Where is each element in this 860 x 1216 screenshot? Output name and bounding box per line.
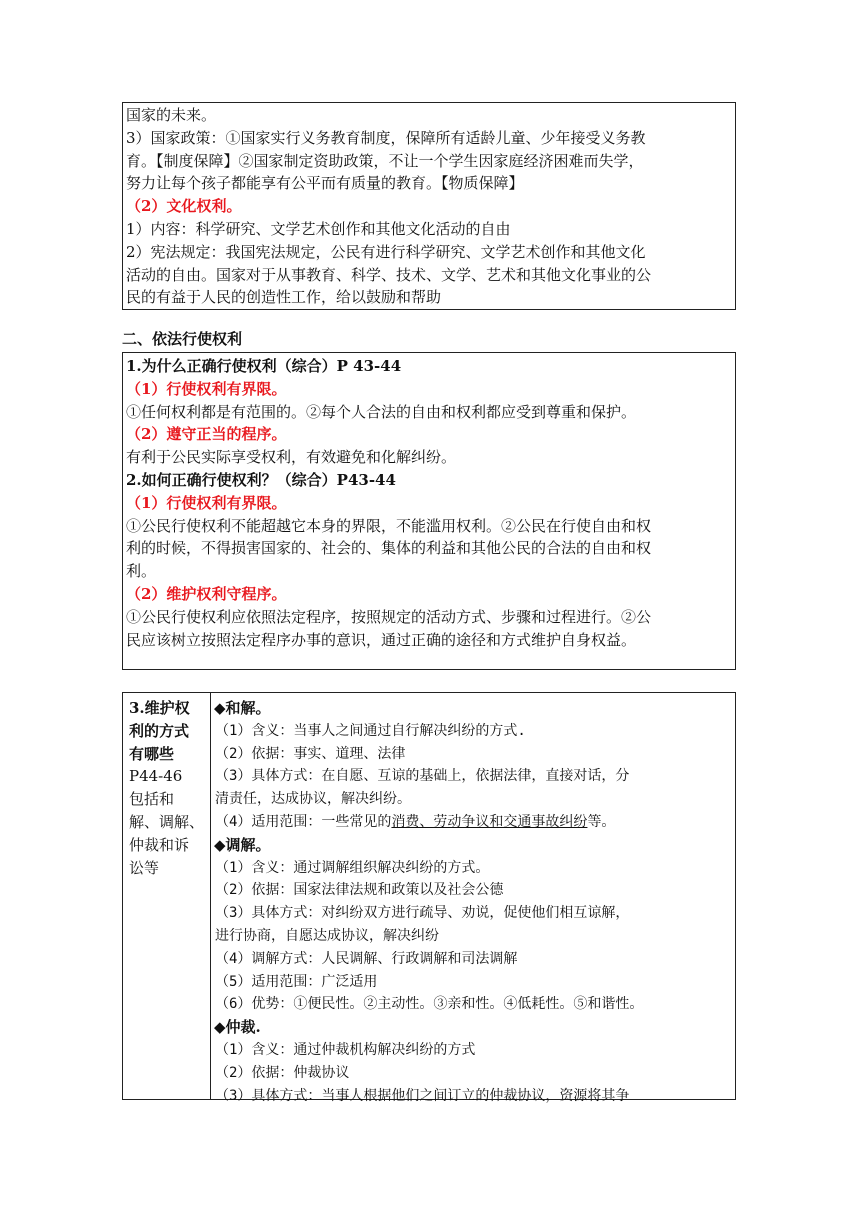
table-dispute-resolution [122, 692, 736, 1104]
text-line: 利的时候，不得损害国家的、社会的、集体的利益和其他公民的合法的自由和权 [126, 539, 652, 558]
text-line [211, 811, 735, 834]
text-line: ①公民行使权利不能超越它本身的界限，不能滥用权利。②公民在行使自由和权 [126, 516, 652, 535]
left-cell-line: P44-46 [129, 767, 183, 786]
subheading: （1）行使权利有界限。 [126, 379, 287, 398]
left-cell-line: 解、调解、 [129, 812, 205, 831]
section-heading: 二、依法行使权利 [122, 330, 243, 348]
method-heading-arbitration: ◆仲裁. [214, 1018, 261, 1037]
table-right-cell [211, 693, 735, 1104]
text-line: 育。【制度保障】②国家制定资助政策，不让一个学生因家庭经济困难而失学， [126, 151, 644, 170]
text-line: （1）含义：通过仲裁机构解决纠纷的方式 [215, 1041, 476, 1058]
left-cell-line: 包括和 [129, 790, 175, 809]
text-line: 努力让每个孩子都能享有公平而有质量的教育。【物质保障】 [126, 174, 524, 193]
text-line: 清责任，达成协议，解决纠纷。 [215, 791, 411, 808]
text-line: （3）具体方式：对纠纷双方进行疏导、劝说，促使他们相互谅解， [215, 905, 630, 922]
text-line: 1）内容：科学研究、文学艺术创作和其他文化活动的自由 [126, 219, 511, 238]
left-cell-line: 讼等 [129, 858, 160, 877]
text-line: （2）依据：事实、道理、法律 [215, 745, 406, 762]
method-heading-mediation: ◆调解。 [214, 835, 271, 854]
text-line: （3）具体方式：当事人根据他们之间订立的仲裁协议，资源将其争 [215, 1087, 630, 1104]
text-line: 利。 [126, 562, 157, 581]
subheading-cultural-rights: （2）文化权利。 [126, 197, 242, 216]
text-line: 进行协商，自愿达成协议，解决纠纷 [215, 927, 439, 944]
text-line: ①任何权利都是有范围的。②每个人合法的自由和权利都应受到尊重和保护。 [126, 402, 637, 421]
text-line: 民的有益于人民的创造性工作，给以鼓励和帮助 [126, 288, 442, 307]
text-line: （3）具体方式：在自愿、互谅的基础上，依据法律，直接对话，分 [215, 768, 630, 785]
text-line: （4）调解方式：人民调解、行政调解和司法调解 [215, 950, 518, 967]
table-left-cell [123, 693, 211, 1099]
text-line: （6）优势：①便民性。②主动性。③亲和性。④低耗性。⑤和谐性。 [215, 996, 644, 1013]
text-line: 国家的未来。 [126, 106, 217, 124]
underlined-text: 消费、劳动争议和交通事故纠纷 [391, 813, 588, 830]
text-line: （1）含义：当事人之间通过自行解决纠纷的方式. [215, 722, 526, 739]
text-line: 活动的自由。国家对于从事教育、科学、技术、文学、艺术和其他文化事业的公 [126, 265, 652, 284]
left-cell-line: 利的方式 [129, 721, 190, 740]
method-heading-reconciliation: ◆和解。 [214, 699, 271, 717]
text-line: 有利于公民实际享受权利，有效避免和化解纠纷。 [126, 448, 457, 467]
subheading: （2）维护权利守程序。 [126, 584, 287, 603]
text-span: 等。 [587, 813, 616, 830]
text-line: 民应该树立按照法定程序办事的意识，通过正确的途径和方式维护自身权益。 [126, 630, 637, 649]
text-line: （2）依据：国家法律法规和政策以及社会公德 [215, 882, 504, 899]
text-line: （2）依据：仲裁协议 [215, 1064, 350, 1081]
question-heading-1: 1.为什么正确行使权利（综合）P 43-44 [126, 357, 402, 375]
left-cell-line: 有哪些 [129, 744, 175, 763]
left-cell-line: 仲裁和诉 [129, 835, 190, 854]
content-box-exercise-rights [122, 352, 736, 670]
text-line: ①公民行使权利应依照法定程序，按照规定的活动方式、步骤和过程进行。②公 [126, 607, 652, 626]
text-line: （5）适用范围：广泛适用 [215, 973, 378, 990]
text-line: 2）宪法规定：我国宪法规定，公民有进行科学研究、文学艺术创作和其他文化 [126, 242, 646, 261]
text-line: 3）国家政策：①国家实行义务教育制度，保障所有适龄儿童、少年接受义务教 [126, 128, 646, 147]
subheading: （2）遵守正当的程序。 [126, 425, 287, 444]
left-cell-line: 3.维护权 [129, 699, 190, 717]
subheading: （1）行使权利有界限。 [126, 493, 287, 512]
content-box-cultural-rights [122, 102, 736, 310]
text-span: （4）适用范围：一些常见的 [215, 813, 392, 830]
question-heading-2: 2.如何正确行使权利？（综合）P43-44 [126, 470, 396, 489]
text-line: （1）含义：通过调解组织解决纠纷的方式。 [215, 859, 490, 876]
